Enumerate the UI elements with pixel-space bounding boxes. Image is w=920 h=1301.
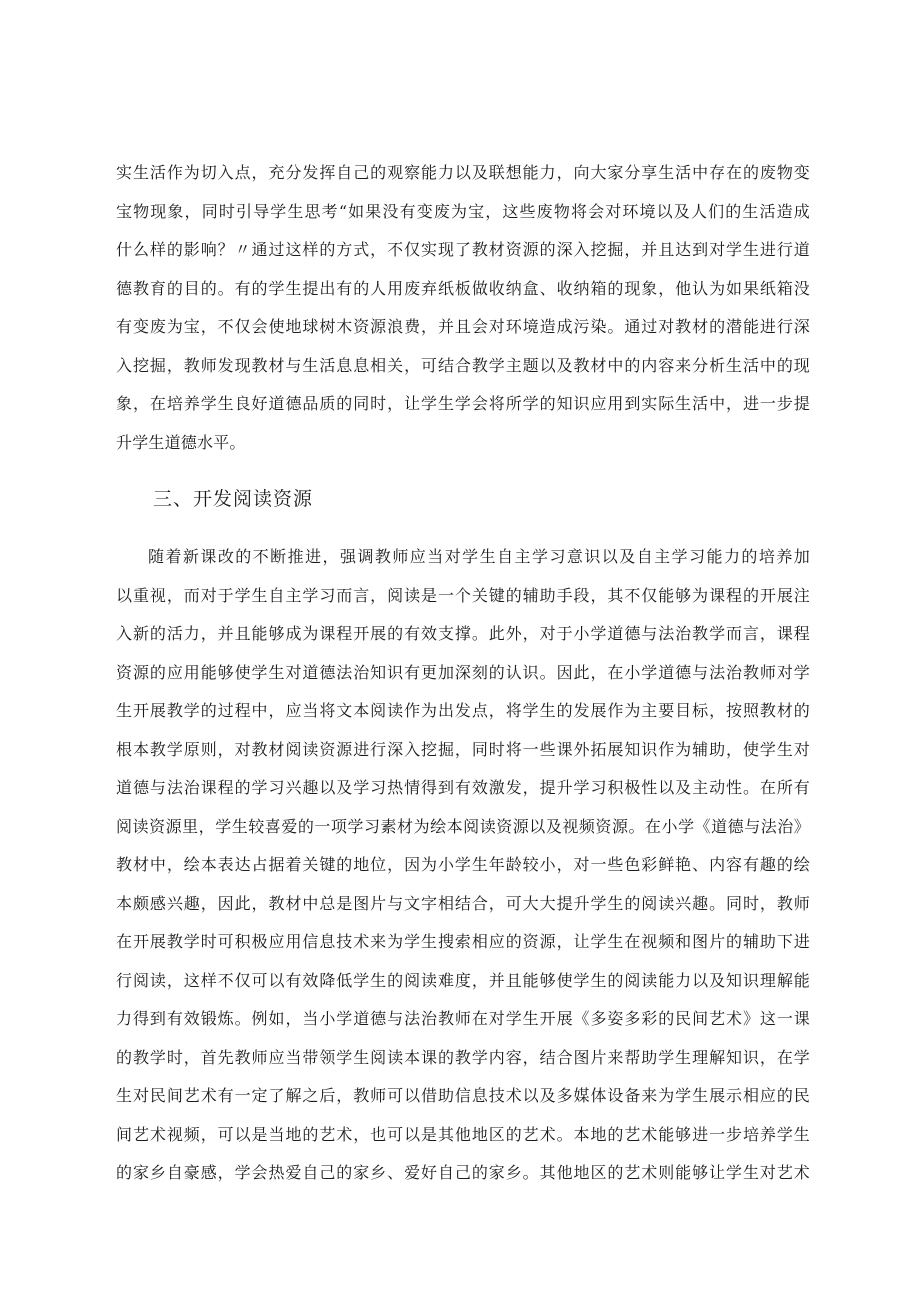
paragraph-line: 阅读资源里，学生较喜爱的一项学习素材为绘本阅读资源以及视频资源。在小学《道德与法治》 xyxy=(116,816,810,836)
paragraph-line: 教材中，绘本表达占据着关键的地位，因为小学生年龄较小，对一些色彩鲜艳、内容有趣的绘 xyxy=(116,855,810,874)
paragraph-line: 升学生道德水平。 xyxy=(116,432,246,452)
paragraph-line: 道德与法治课程的学习兴趣以及学习热情得到有效激发，提升学习积极性以及主动性。在所有 xyxy=(116,778,810,797)
paragraph-line: 入新的活力，并且能够成为课程开展的有效支撑。此外，对于小学道德与法治教学而言，课程 xyxy=(116,624,810,643)
paragraph-2 xyxy=(116,538,810,1193)
paragraph-line: 间艺术视频，可以是当地的艺术，也可以是其他地区的艺术。本地的艺术能够进一步培养学生 xyxy=(116,1124,810,1144)
paragraph-line: 随着新课改的不断推进，强调教师应当对学生自主学习意识以及自主学习能力的培养加 xyxy=(148,547,810,566)
paragraph-line: 在开展教学时可积极应用信息技术来为学生搜索相应的资源，让学生在视频和图片的辅助下进 xyxy=(116,932,810,951)
paragraph-line: 入挖掘，教师发现教材与生活息息相关，可结合教学主题以及教材中的内容来分析生活中的现 xyxy=(116,355,810,375)
paragraph-line: 象，在培养学生良好道德品质的同时，让学生学会将所学的知识应用到实际生活中，进一步提 xyxy=(116,394,810,413)
paragraph-line: 力得到有效锻炼。例如，当小学道德与法治教师在对学生开展《多姿多彩的民间艺术》这一课 xyxy=(116,1009,810,1028)
paragraph-line: 的家乡自豪感，学会热爱自己的家乡、爱好自己的家乡。其他地区的艺术则能够让学生对艺术 xyxy=(116,1163,810,1182)
paragraph-line: 德教育的目的。有的学生提出有的人用废弃纸板做收纳盒、收纳箱的现象，他认为如果纸箱没 xyxy=(116,278,810,298)
paragraph-line: 生开展教学的过程中，应当将文本阅读作为出发点，将学生的发展作为主要目标，按照教材的 xyxy=(116,701,810,720)
document-body xyxy=(116,154,810,1193)
paragraph-line: 根本教学原则，对教材阅读资源进行深入挖掘，同时将一些课外拓展知识作为辅助，使学生对 xyxy=(116,739,810,759)
section-heading: 三、开发阅读资源 xyxy=(153,488,314,510)
paragraph-line: 实生活作为切入点，充分发挥自己的观察能力以及联想能力，向大家分享生活中存在的废物变 xyxy=(116,163,810,182)
paragraph-line: 的教学时，首先教师应当带领学生阅读本课的教学内容，结合图片来帮助学生理解知识，在学 xyxy=(116,1047,810,1067)
paragraph-line: 行阅读，这样不仅可以有效降低学生的阅读难度，并且能够使学生的阅读能力以及知识理解能 xyxy=(116,970,810,990)
paragraph-line: 资源的应用能够使学生对道德法治知识有更加深刻的认识。因此，在小学道德与法治教师对学 xyxy=(116,662,810,682)
paragraph-line: 什么样的影响？〃通过这样的方式，不仅实现了教材资源的深入挖掘，并且达到对学生进行道 xyxy=(116,240,810,259)
paragraph-line: 宝物现象，同时引导学生思考“如果没有变废为宝，这些废物将会对环境以及人们的生活造成 xyxy=(116,201,810,221)
paragraph-line: 生对民间艺术有一定了解之后，教师可以借助信息技术以及多媒体设备来为学生展示相应的民 xyxy=(116,1086,810,1105)
paragraph-line: 本颇感兴趣，因此，教材中总是图片与文字相结合，可大大提升学生的阅读兴趣。同时，教师 xyxy=(116,893,810,913)
paragraph-line: 以重视，而对于学生自主学习而言，阅读是一个关键的辅助手段，其不仅能够为课程的开展注 xyxy=(116,585,810,605)
paragraph-1 xyxy=(116,154,810,462)
paragraph-line: 有变废为宝，不仅会使地球树木资源浪费，并且会对环境造成污染。通过对教材的潜能进行深 xyxy=(116,317,810,336)
